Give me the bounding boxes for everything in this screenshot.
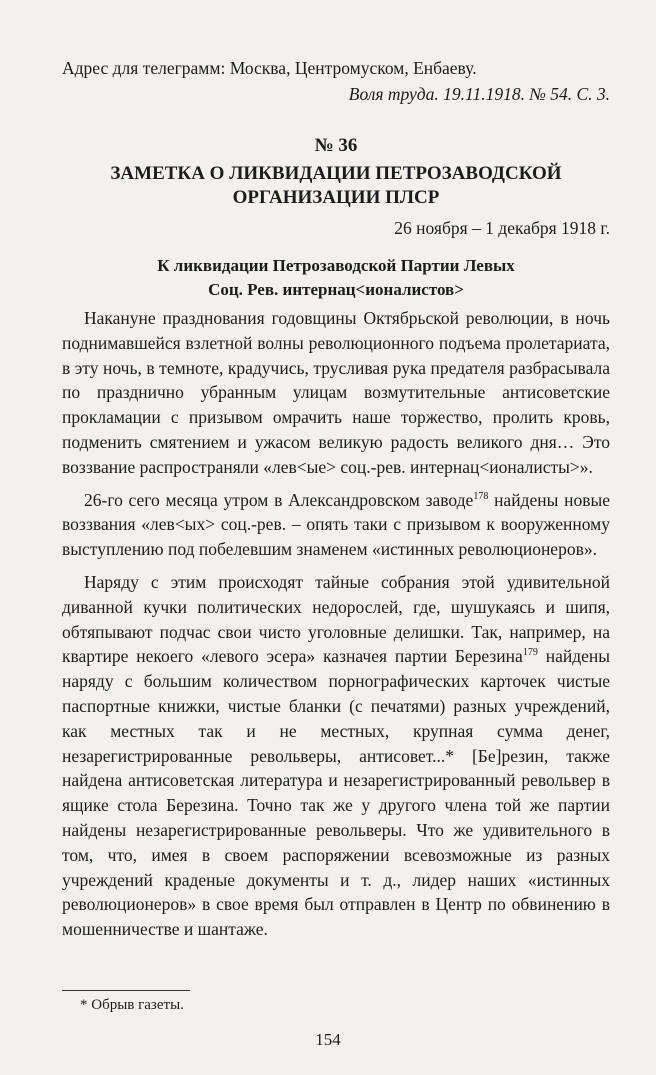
footnote-divider (62, 990, 190, 991)
endnote-ref-179: 179 (522, 647, 538, 659)
source-citation: Воля труда. 19.11.1918. № 54. С. 3. (348, 84, 610, 104)
paragraph-3-text-a: Наряду с этим происходят тайные собрания этой удивительной диванной кучки политических недорослей, где, шушукаясь и шипя, обтяпывают подчас свои чисто уголовные делишки. Так, например, на квартире некоего «левого эсера» казначея партии Березина (62, 571, 610, 667)
document-page (62, 56, 610, 950)
article-heading-line-2: Соц. Рев. интернац<ионалистов> (208, 280, 464, 299)
page-number: 154 (315, 1030, 341, 1049)
article-heading (62, 254, 610, 302)
document-date: 26 ноября – 1 декабря 1918 г. (394, 218, 610, 238)
document-title (62, 162, 610, 210)
telegram-address: Адрес для телеграмм: Москва, Центромуском, Енбаеву. (62, 58, 477, 78)
body-paragraph-2 (62, 488, 610, 562)
paragraph-2-text-b: найдены новые воззвания «лев<ых> соц.-рев. – опять таки с призывом к вооруженному выступлению под побелевшим знаменем «истинных революционеров». (62, 489, 610, 560)
document-title-line-2: ОРГАНИЗАЦИИ ПЛСР (232, 187, 440, 208)
paragraph-2-text-a: 26-го сего месяца утром в Александровском заводе (84, 489, 474, 510)
article-heading-line-1: К ликвидации Петрозаводской Партии Левых (157, 256, 515, 275)
endnote-ref-178: 178 (473, 490, 489, 502)
body-paragraph-1: Накануне празднования годовщины Октябрьской революции, в ночь поднимавшейся взлетной волны революционного подъема пролетариата, в эту ночь, в темноте, крадучись, трусливая рука предателя разбрасывала по празднично убранным улицам возмутительные антисоветские прокламации с призывом омрачить наше торжество, пролить кровь, подменить смятением и ужасом великую радость великого дня… Это воззвание распространяли «лев<ые> соц.-рев. интернац<ионалисты>». (62, 308, 610, 477)
footnote: * Обрыв газеты. (80, 997, 184, 1013)
body-paragraph-3 (62, 570, 610, 942)
document-number: № 36 (314, 135, 358, 156)
document-title-line-1: ЗАМЕТКА О ЛИКВИДАЦИИ ПЕТРОЗАВОДСКОЙ (110, 163, 562, 184)
paragraph-3-text-b: найдены наряду с большим количеством порнографических карточек чистые паспортные книжки, чистые бланки (с печатями) разных учреждений, как местных так и не местных, крупная сумма денег, незарегистрированные револьверы, антисовет...* [Бе]резин, также найдена антисоветская литература и незарегистрированный револьвер в ящике стола Березина. Точно так же у другого члена той же партии найдены незарегистрированные револьверы. Что же удивительного в том, что, имея в своем распоряжении всевозможные из разных учреждений краденые документы и т. д., лидер наших «истинных революционеров» в свое время был отправлен в Центр по обвинению в мошенничестве и шантаже. (62, 646, 610, 940)
